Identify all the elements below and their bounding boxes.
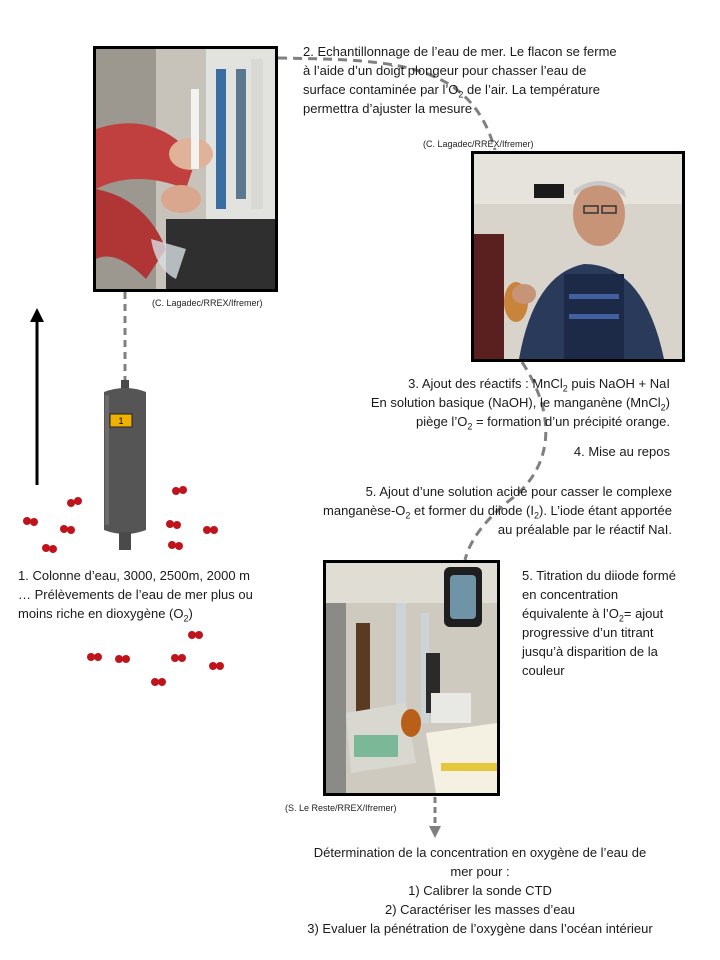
o2-molecule: [166, 520, 181, 529]
o2-molecule: [203, 526, 218, 534]
step2-line2: à l’aide d’un doigt plongeur pour chasser l’eau de: [303, 63, 587, 78]
credit-photo3: (S. Le Reste/RREX/Ifremer): [285, 803, 397, 813]
step2-line4: permettra d’ajuster la mesure: [303, 101, 473, 116]
step5-acid-line3: au préalable par le réactif NaI.: [497, 522, 672, 537]
o2-molecule: [151, 678, 166, 686]
conclusion-item3: 3) Evaluer la pénétration de l’oxygène dans l’océan intérieur: [307, 921, 653, 936]
step5-titration-line3: équivalente à $l’O_2=$ ajout: [522, 606, 664, 624]
photo-titration: [323, 560, 500, 796]
o2-molecule: [172, 486, 187, 495]
step1-text: 1. Colonne d’eau, 3000, 2500m, 2000 m … Prélèvements de l’eau de mer plus ou moins riche en dioxygène $(O_2)$: [18, 568, 253, 624]
step5-titration-line5: jusqu’à disparition de la: [522, 644, 658, 659]
step2-line3: surface contaminée par $l’O_2$ de l’air. La température: [303, 82, 600, 100]
o2-molecule: [209, 662, 224, 670]
conclusion-item1: 1) Calibrer la sonde CTD: [408, 883, 552, 898]
step5-titration-line4: progressive d’un titrant: [522, 625, 654, 640]
photo-titration-art: [326, 563, 497, 793]
photo-reagents-art: [474, 154, 682, 359]
step5-titration-line1: 5. Titration du diiode formé: [522, 568, 676, 583]
o2-molecule: [171, 654, 186, 662]
conclusion-line2: mer pour :: [450, 864, 510, 879]
o2-molecule: [60, 525, 75, 534]
o2-molecule: [188, 631, 203, 639]
step5-acid-line1: 5. Ajout d’une solution acide pour casser le complexe: [365, 484, 672, 499]
step4-text: 4. Mise au repos: [573, 444, 670, 459]
credit-photo2: (C. Lagadec/RREX/Ifremer): [423, 139, 534, 149]
o2-molecule: [67, 497, 82, 507]
step5-acid-line2: manganèse-$O_2$ et former du diiode $(I_2)$. L’iode étant apportée: [323, 503, 672, 521]
step5-titration-line6: couleur: [522, 663, 565, 678]
arrowhead-down: [429, 826, 441, 838]
step5-titration-line2: en concentration: [522, 587, 619, 602]
photo-sampling: [93, 46, 278, 292]
step3-line3: piège $l’O_2$ = formation d’un précipité orange.: [416, 414, 670, 432]
o2-molecule: [42, 544, 57, 553]
photo-sampling-art: [96, 49, 275, 289]
o2-molecule: [87, 653, 102, 661]
step3-text: [300, 374, 670, 431]
step3-line2: En solution basique (NaOH), le manganène (MnCl$_2$): [370, 395, 670, 413]
step2-text: [303, 42, 703, 118]
photo-reagents: [471, 151, 685, 362]
step2-line1: 2. Echantillonnage de l’eau de mer. Le flacon se ferme: [303, 44, 617, 59]
bottle-label: 1: [118, 416, 124, 426]
conclusion-line1: Détermination de la concentration en oxygène de l’eau de: [313, 845, 647, 860]
up-arrow-head: [30, 308, 44, 322]
step5-acid-text: [270, 482, 672, 539]
bottle-icon: [104, 380, 146, 550]
credit-photo1: (C. Lagadec/RREX/Ifremer): [152, 298, 263, 308]
o2-molecule: [115, 655, 130, 663]
conclusion-text: [260, 843, 700, 938]
o2-molecule: [23, 517, 38, 526]
o2-molecule: [168, 541, 183, 550]
step3-line1: 3. Ajout des réactifs : MnCl$_2$ puis NaOH + NaI: [408, 376, 670, 394]
step5-titration-text: [522, 566, 712, 680]
conclusion-item2: 2) Caractériser les masses d’eau: [384, 902, 576, 917]
